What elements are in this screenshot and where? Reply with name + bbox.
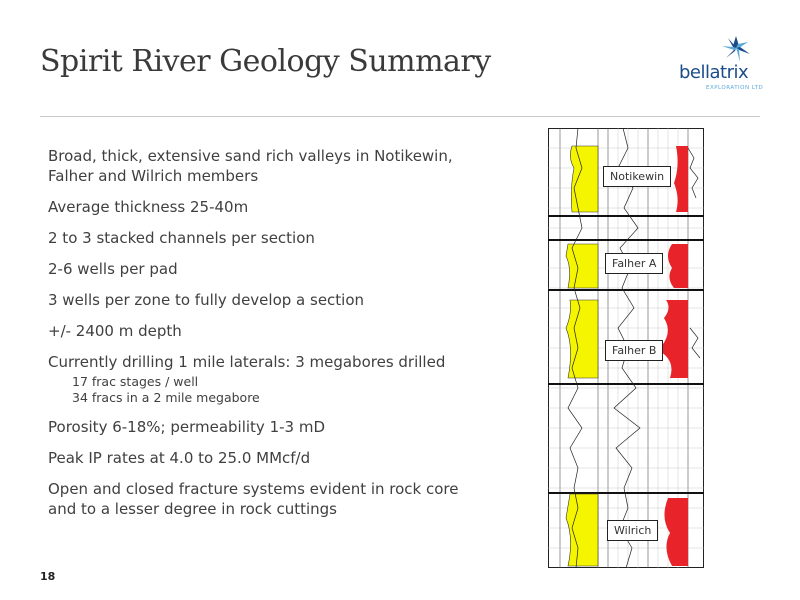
zone-label-falher-b: Falher B	[605, 340, 663, 361]
bullet-item: Peak IP rates at 4.0 to 25.0 MMcf/d	[48, 449, 311, 467]
zone-label-wilrich: Wilrich	[607, 520, 658, 541]
bullet-item: 3 wells per zone to fully develop a section	[48, 291, 365, 309]
sub-bullet-item: 34 fracs in a 2 mile megabore	[72, 390, 260, 405]
zone-label-notikewin: Notikewin	[603, 166, 671, 187]
zone-label-falher-a: Falher A	[605, 253, 663, 274]
sub-bullet-item: 17 frac stages / well	[72, 374, 199, 389]
logo-subtitle: EXPLORATION LTD	[706, 85, 764, 91]
bullet-item: Broad, thick, extensive sand rich valleys in Notikewin, Falher and Wilrich members	[48, 147, 453, 185]
bullet-item: +/- 2400 m depth	[48, 322, 182, 340]
bullet-item: Currently drilling 1 mile laterals: 3 megabores drilled	[48, 353, 446, 371]
bullet-item: Average thickness 25-40m	[48, 198, 249, 216]
page-number: 18	[40, 570, 56, 583]
bullet-item: Porosity 6-18%; permeability 1-3 mD	[48, 418, 325, 436]
sub-bullet-list	[48, 374, 488, 406]
bullet-list	[48, 146, 488, 530]
slide-title: Spirit River Geology Summary	[40, 44, 491, 79]
bullet-item: 2 to 3 stacked channels per section	[48, 229, 315, 247]
bullet-item: Open and closed fracture systems evident in rock core and to a lesser degree in rock cuttings	[48, 480, 459, 518]
logo-wordmark: bellatrix	[679, 62, 749, 83]
title-divider	[40, 116, 760, 117]
bullet-item: 2-6 wells per pad	[48, 260, 178, 278]
